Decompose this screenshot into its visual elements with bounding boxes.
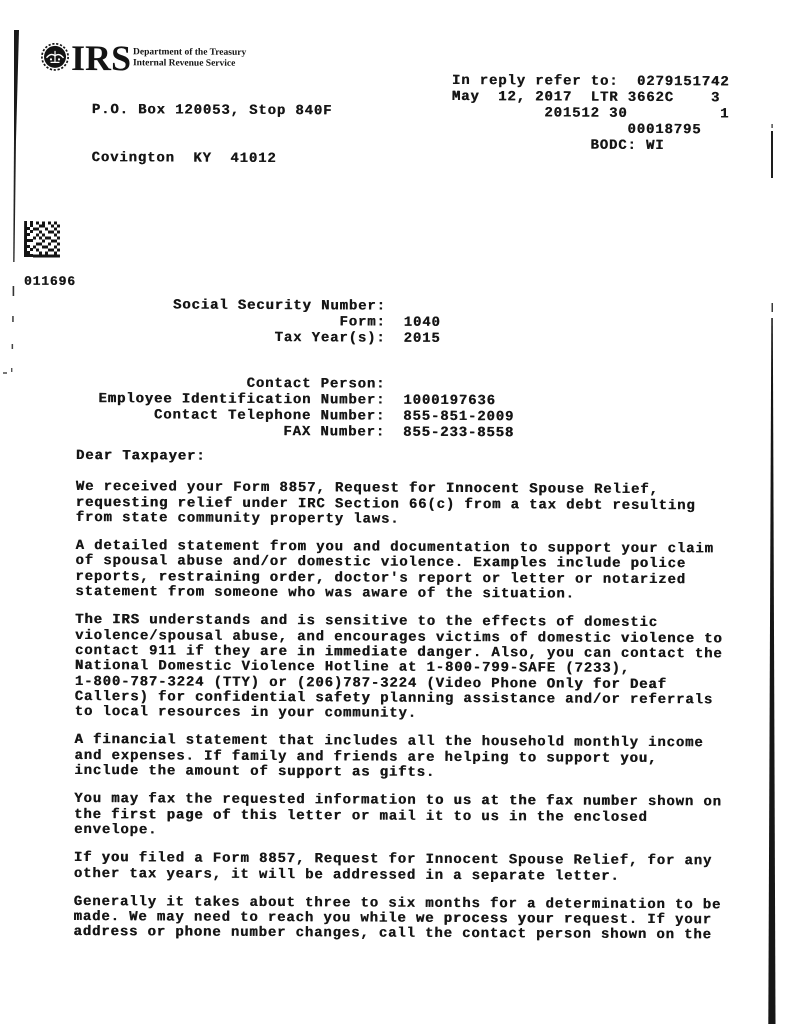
irs-return-address: [91, 70, 332, 199]
contact-info-row: [0, 423, 514, 442]
form-label: Form:: [339, 314, 386, 331]
reference-line-bodc: BODC: WI: [451, 136, 665, 155]
contact-person-label: Contact Person:: [246, 375, 386, 393]
paragraph-financial-statement: A financial statement that includes all the household monthly income and expenses. If family and friends are helping to support you, include the amount of support as gifts.: [74, 732, 704, 781]
irs-wordmark: IRS: [70, 37, 132, 79]
fax-number-label: FAX Number:: [283, 424, 386, 441]
scan-sequence-number: 011696: [23, 273, 76, 289]
paragraph-detailed-statement: A detailed statement from you and documentation to support your claim of spousal abuse and/or domestic violence. Examples include police reports, restraining order, doctor's report or letter or notarized statement from someone who was aware of the situation.: [75, 538, 714, 603]
employee-id-label: Employee Identification Number:: [98, 391, 386, 409]
contact-telephone-label: Contact Telephone Number:: [153, 407, 386, 425]
data-matrix-barcode: [24, 221, 60, 258]
reference-line-period: 201512 30 1: [451, 104, 730, 123]
paragraph-other-tax-years: If you filed a Form 8857, Request for Innocent Spouse Relief, for any other tax years, it will be addressed in a separate letter.: [73, 850, 713, 885]
dept-line-1: Department of the Treasury: [133, 47, 247, 58]
contact-telephone-value: 855-851-2009: [403, 408, 515, 426]
form-value: 1040: [403, 314, 441, 331]
paragraph-domestic-violence-hotline: The IRS understands and is sensitive to the effects of domestic violence/spousal abuse, and encourages victims of domestic violence to contact 911 if they are in immediate danger. Also, you can contact the National Domestic Violence Hotline at 1-800-799-SAFE (7233), 1-800-787-3224 (TTY) or (206)787-3224 (Video Phone Only for Deaf Callers) for confidential safety planning assistance and/or referrals to local resources in your community.: [74, 612, 723, 722]
reference-block: [452, 73, 730, 154]
treasury-department-lines: [133, 47, 246, 69]
letter-body: [73, 449, 766, 957]
paragraph-form-8857-received: We received your Form 8857, Request for Innocent Spouse Relief, requesting relief under IRC Section 66(c) from a tax debt resulting from state community property laws.: [75, 479, 696, 528]
reference-line-date-ltr: May 12, 2017 LTR 3662C 3: [451, 88, 721, 107]
reference-line-reply: In reply refer to: 0279151742: [451, 72, 730, 91]
tax-info-row: [0, 329, 441, 347]
paragraph-fax-instructions: You may fax the requested information to us at the fax number shown on the first page of this letter or mail it to us in the enclosed envelope.: [73, 791, 722, 839]
dept-line-2: Internal Revenue Service: [132, 57, 236, 69]
salutation: Dear Taxpayer:: [75, 447, 206, 465]
contact-info-block: [0, 375, 514, 442]
fax-number-value: 855-233-8558: [403, 424, 515, 442]
tax-info-block: [0, 297, 441, 347]
reference-line-number: 00018795: [451, 120, 702, 139]
address-line-2: Covington KY 41012: [91, 150, 277, 168]
tax-year-value: 2015: [403, 330, 441, 347]
address-line-1: P.O. Box 120053, Stop 840F: [91, 102, 333, 120]
irs-eagle-emblem: [41, 43, 69, 71]
tax-year-label: Tax Year(s):: [274, 330, 386, 347]
employee-id-value: 1000197636: [403, 392, 496, 410]
paragraph-determination-timeline: Generally it takes about three to six months for a determination to be made. We may need to reach you while we process your request. If your address or phone number changes, call the contact person shown on the: [73, 893, 722, 944]
ssn-label: Social Security Number:: [172, 297, 386, 315]
